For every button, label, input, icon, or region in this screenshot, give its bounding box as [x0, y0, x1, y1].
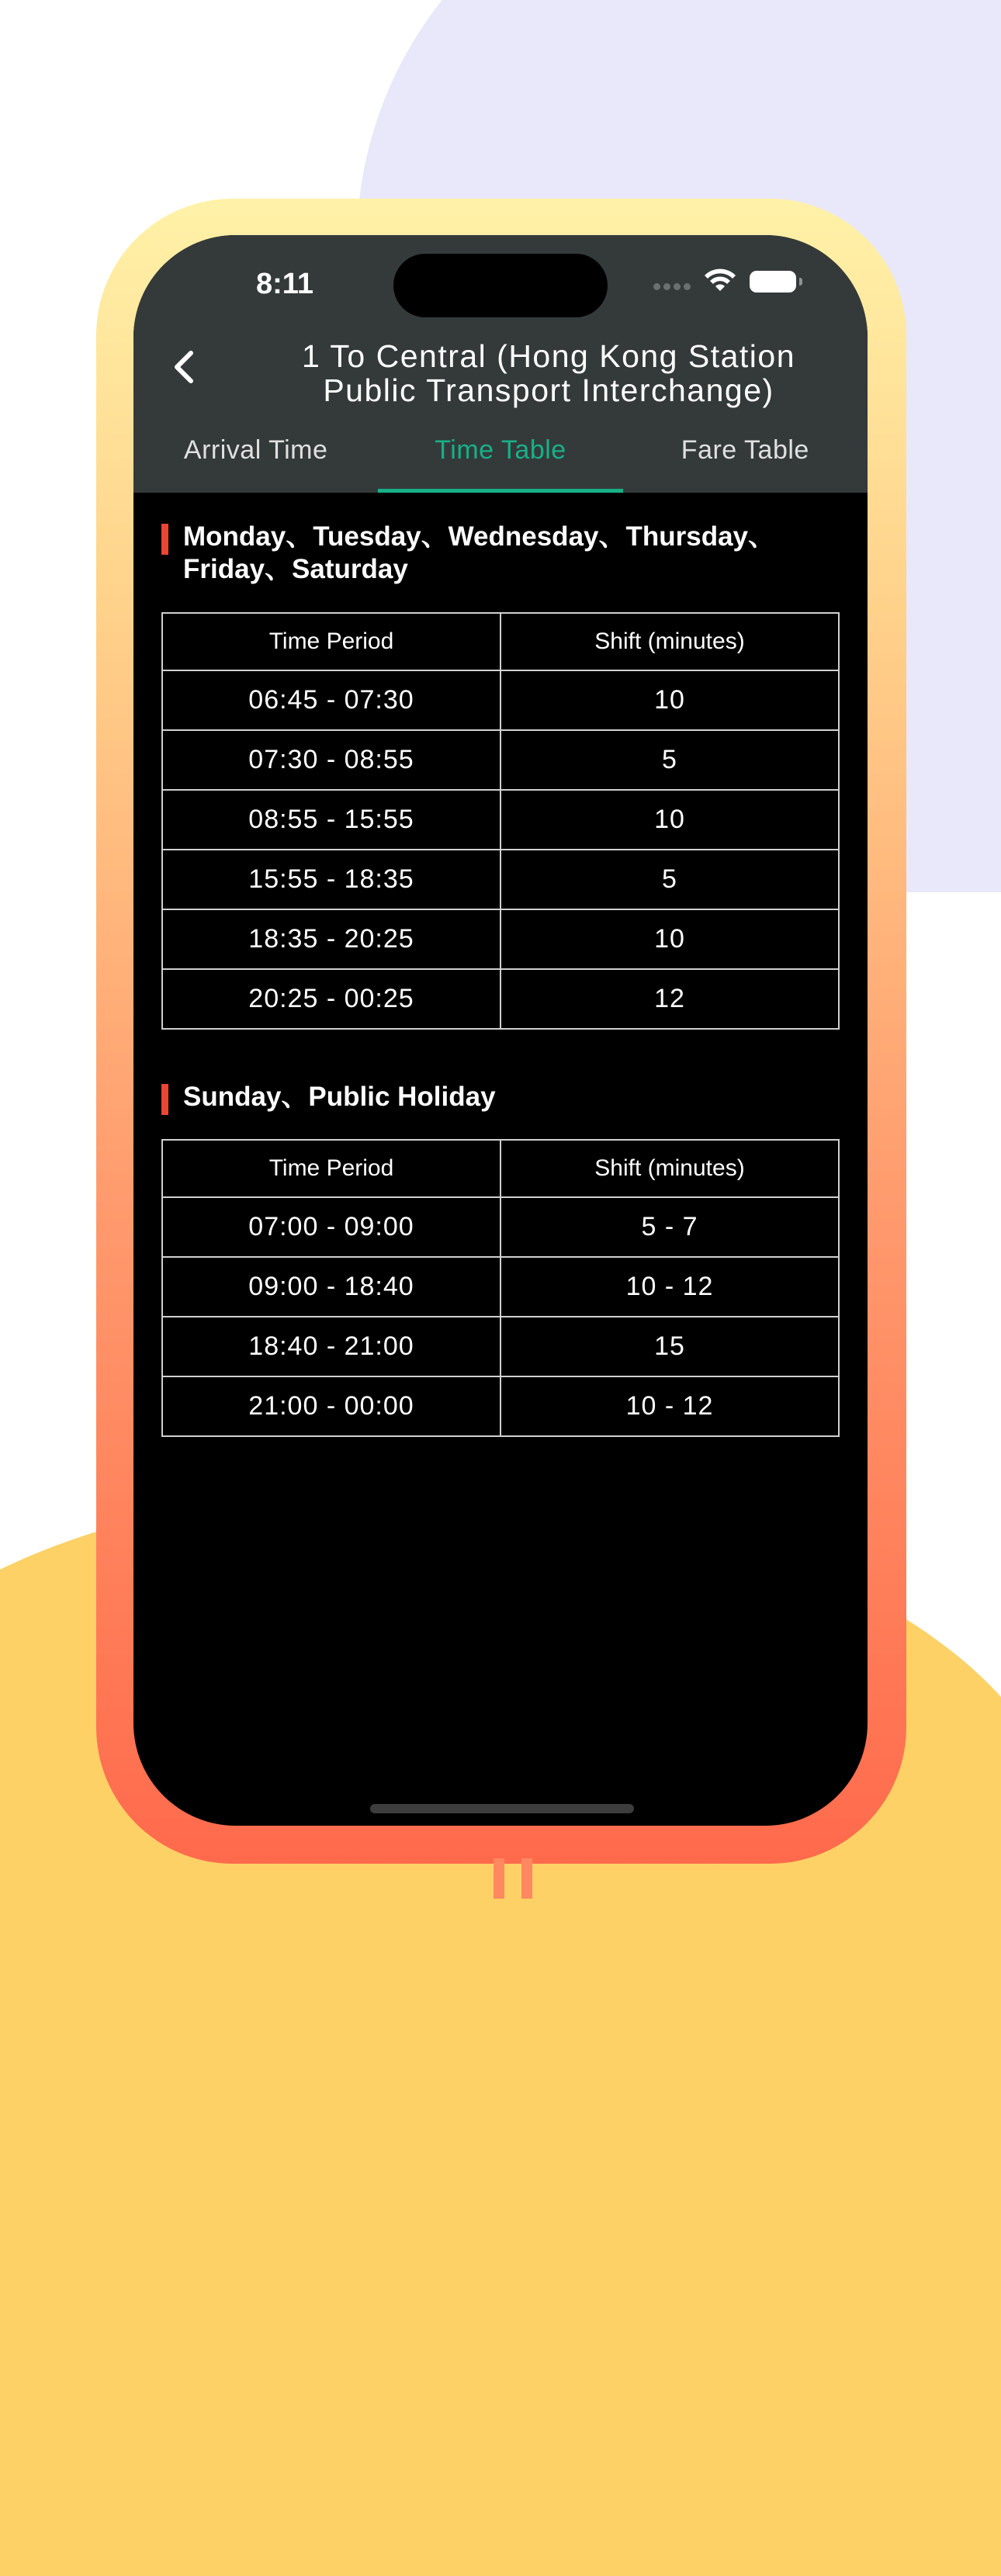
wifi-icon — [703, 268, 737, 294]
time-period-cell: 20:25 - 00:25 — [162, 969, 500, 1029]
tab-arrival-time[interactable]: Arrival Time — [183, 435, 328, 465]
tab-bar — [133, 429, 868, 493]
dynamic-island — [393, 254, 608, 317]
shift-cell: 10 — [500, 909, 839, 969]
time-period-cell: 18:35 - 20:25 — [162, 909, 500, 969]
table-row — [162, 1197, 839, 1257]
time-period-cell: 08:55 - 15:55 — [162, 790, 500, 850]
weekday-section-title — [161, 521, 829, 586]
shift-cell: 12 — [500, 969, 839, 1029]
holiday-section-label: Sunday、Public Holiday — [183, 1082, 496, 1112]
shift-cell: 10 — [500, 790, 839, 850]
time-period-cell: 07:30 - 08:55 — [162, 730, 500, 790]
status-time: 8:11 — [256, 268, 313, 300]
column-header-shift: Shift (minutes) — [500, 613, 839, 670]
time-period-cell: 06:45 - 07:30 — [162, 670, 500, 730]
time-period-cell: 07:00 - 09:00 — [162, 1197, 500, 1257]
table-header-row — [162, 613, 839, 670]
table-row — [162, 969, 839, 1029]
phone-screen — [133, 235, 868, 1826]
column-header-time-period: Time Period — [162, 1140, 500, 1197]
table-row — [162, 1317, 839, 1376]
table-row — [162, 1257, 839, 1317]
app-header — [133, 235, 868, 493]
time-period-cell: 18:40 - 21:00 — [162, 1317, 500, 1376]
table-row — [162, 730, 839, 790]
section-marker — [161, 524, 168, 555]
holiday-timetable — [161, 1139, 840, 1437]
table-row — [162, 909, 839, 969]
shift-cell: 5 — [500, 730, 839, 790]
column-header-shift: Shift (minutes) — [500, 1140, 839, 1197]
column-header-time-period: Time Period — [162, 613, 500, 670]
table-row — [162, 670, 839, 730]
table-row — [162, 1376, 839, 1436]
phone-stand — [494, 1858, 532, 1899]
route-title: 1 To Central (Hong Kong Station Public Transport Interchange) — [301, 338, 796, 408]
table-header-row — [162, 1140, 839, 1197]
battery-icon — [750, 271, 796, 293]
table-row — [162, 790, 839, 850]
weekday-section-label: Monday、Tuesday、Wednesday、Thursday、Friday、Saturday — [183, 521, 776, 584]
shift-cell: 15 — [500, 1317, 839, 1376]
weekday-timetable — [161, 612, 840, 1030]
tab-time-table[interactable]: Time Table — [378, 429, 622, 493]
shift-cell: 10 - 12 — [500, 1376, 839, 1436]
section-marker — [161, 1084, 168, 1115]
signal-dots-icon — [653, 283, 694, 291]
tab-fare-table[interactable]: Fare Table — [681, 435, 809, 465]
table-row — [162, 850, 839, 909]
back-chevron-icon[interactable] — [168, 344, 202, 390]
shift-cell: 10 - 12 — [500, 1257, 839, 1317]
home-indicator[interactable] — [370, 1804, 634, 1813]
shift-cell: 5 — [500, 850, 839, 909]
shift-cell: 5 - 7 — [500, 1197, 839, 1257]
time-period-cell: 15:55 - 18:35 — [162, 850, 500, 909]
time-period-cell: 21:00 - 00:00 — [162, 1376, 500, 1436]
time-period-cell: 09:00 - 18:40 — [162, 1257, 500, 1317]
holiday-section-title — [161, 1081, 829, 1113]
shift-cell: 10 — [500, 670, 839, 730]
